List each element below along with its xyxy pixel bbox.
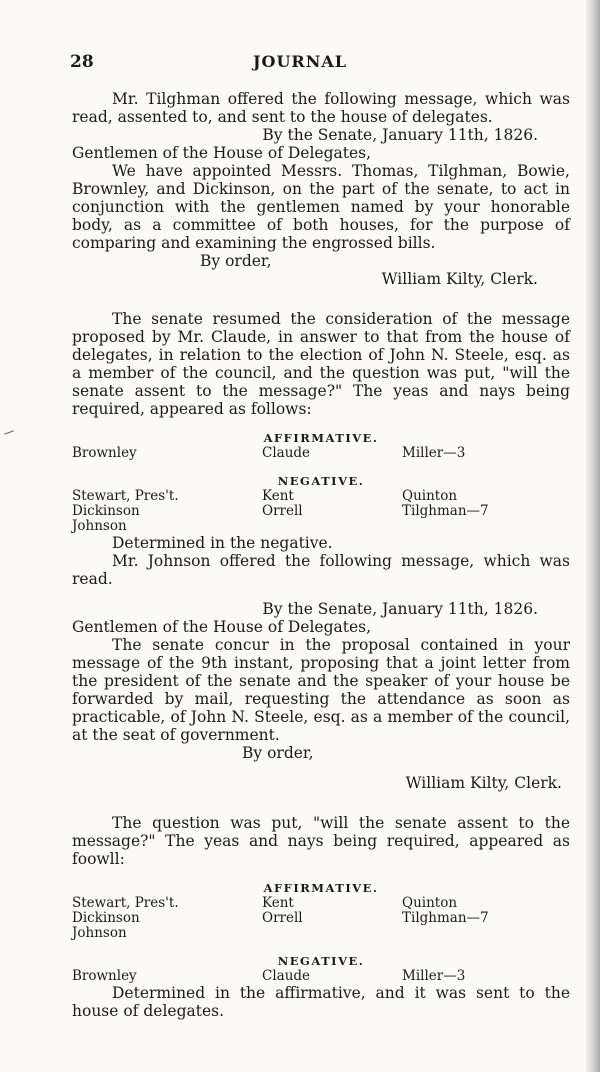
vote-name: Stewart, Pres't. — [72, 895, 179, 911]
vote-name: Tilghman—7 — [402, 503, 489, 519]
page-number: 28 — [70, 52, 94, 72]
page-body — [72, 90, 570, 1020]
vote-row — [72, 969, 570, 984]
vote-name: Kent — [262, 895, 294, 911]
vote-name: Tilghman—7 — [402, 910, 489, 926]
s1-body: We have appointed Messrs. Thomas, Tilghman, Bowie, Brownley, and Dickinson, on the part of the senate, to act in conjunction with the gentlemen named by your honorable body, as a committee of both houses, for the purpose of comparing and examining the engrossed bills. — [72, 162, 570, 252]
vote-row — [72, 911, 570, 926]
vote-name: Claude — [262, 968, 311, 984]
s1-signature: William Kilty, Clerk. — [381, 270, 538, 288]
vote-name: Quinton — [402, 895, 458, 911]
vote-row — [72, 926, 570, 941]
vote-name: Dickinson — [72, 503, 140, 519]
vote-name: Kent — [262, 488, 294, 504]
s3-salutation: Gentlemen of the House of Delegates, — [72, 618, 372, 636]
vote-row — [72, 896, 570, 911]
running-title: JOURNAL — [252, 52, 348, 71]
s2-body: The senate resumed the consideration of the message proposed by Mr. Claude, in answer to that from the house of delegates, in relation to the election of John N. Steele, esq. as a member of the council, and the question was put, "will the senate assent to the message?" The yeas and nays being required, appeared as follows: — [72, 310, 570, 418]
s3-signature: William Kilty, Clerk. — [405, 774, 562, 792]
s4-negative-heading: NEGATIVE. — [277, 954, 365, 968]
margin-mark — [4, 430, 14, 434]
s1-dateline: By the Senate, January 11th, 1826. — [262, 126, 538, 144]
s4-result: Determined in the affirmative, and it was sent to the house of delegates. — [72, 984, 570, 1020]
vote-name: Orrell — [262, 910, 303, 926]
s2-negative-heading: NEGATIVE. — [277, 474, 365, 488]
vote-name: Brownley — [72, 968, 137, 984]
vote-name: Quinton — [402, 488, 458, 504]
s1-by-order: By order, — [200, 252, 272, 270]
s1-intro: Mr. Tilghman offered the following message, which was read, assented to, and sent to the house of delegates. — [72, 90, 570, 126]
vote-name: Orrell — [262, 503, 303, 519]
page-header — [0, 50, 600, 74]
s2-result: Determined in the negative. — [112, 534, 333, 552]
vote-name: Miller—3 — [402, 968, 466, 984]
s2-affirmative-heading: AFFIRMATIVE. — [263, 431, 379, 445]
vote-row — [72, 519, 570, 534]
s1-salutation: Gentlemen of the House of Delegates, — [72, 144, 372, 162]
vote-name: Miller—3 — [402, 445, 466, 461]
vote-name: Claude — [262, 445, 311, 461]
vote-row — [72, 446, 570, 461]
vote-row — [72, 489, 570, 504]
page-edge-shadow — [586, 0, 600, 1072]
vote-name: Dickinson — [72, 910, 140, 926]
s3-dateline: By the Senate, January 11th, 1826. — [262, 600, 538, 618]
s3-intro: Mr. Johnson offered the following message, which was read. — [72, 552, 570, 588]
s4-affirmative-heading: AFFIRMATIVE. — [263, 881, 379, 895]
s3-by-order: By order, — [242, 744, 314, 762]
s4-body: The question was put, "will the senate assent to the message?" The yeas and nays being required, appeared as foowll: — [72, 814, 570, 868]
vote-name: Johnson — [72, 925, 127, 941]
s3-body: The senate concur in the proposal contained in your message of the 9th instant, proposing that a joint letter from the president of the senate and the speaker of your house be forwarded by mail, requesting the attendance as soon as practicable, of John N. Steele, esq. as a member of the council, at the seat of government. — [72, 636, 570, 744]
vote-row — [72, 504, 570, 519]
vote-name: Stewart, Pres't. — [72, 488, 179, 504]
vote-name: Johnson — [72, 518, 127, 534]
vote-name: Brownley — [72, 445, 137, 461]
